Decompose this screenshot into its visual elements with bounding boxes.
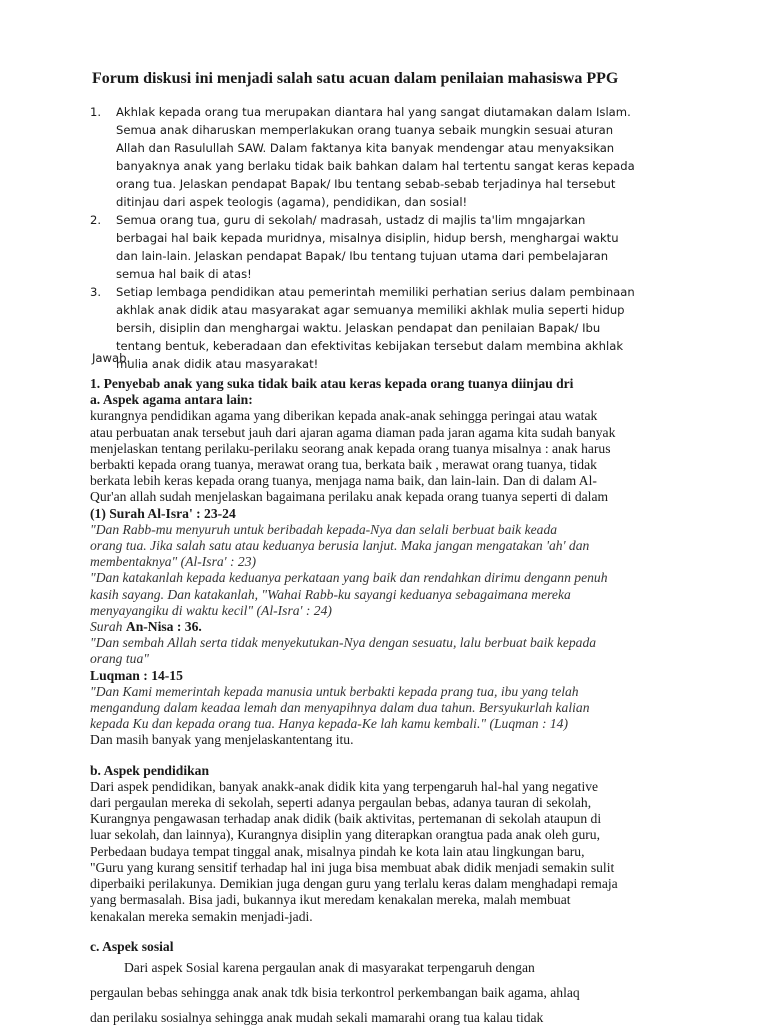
question-number: 3.	[90, 285, 102, 299]
question-item	[90, 103, 690, 211]
quote-line: mengandung dalam keadaa lemah dan menyapihnya dalam dua tahun. Bersyukurlah kalian	[90, 700, 590, 716]
verse-reference	[90, 619, 690, 635]
paragraph-line: dan perilaku sosialnya sehingga anak mudah sekali mamarahi orang tua kalau tidak	[90, 1009, 544, 1025]
paragraph-line: Qur'an allah sudah menjelaskan bagaimana perilaku anak kepada orang tuanya seperti di dalam	[90, 489, 609, 505]
question-text-line: tentang bentuk, keberadaan dan efektivitas kebijakan tersebut dalam membina akhlak	[116, 339, 624, 353]
question-number: 2.	[90, 213, 102, 227]
sosial-paragraph	[90, 955, 690, 1030]
paragraph-line: Perbedaan budaya tempat tinggal anak, misalnya pindah ke kota lain atau lingkungan baru,	[90, 843, 585, 859]
paragraph-line: kenakalan mereka semakin menjadi-jadi.	[90, 908, 313, 924]
question-text-line: Semua orang tua, guru di sekolah/ madrasah, ustadz di majlis ta'lim mngajarkan	[116, 213, 586, 227]
question-text-line: Akhlak kepada orang tua merupakan diantara hal yang sangat diutamakan dalam Islam.	[116, 105, 631, 119]
paragraph-line: Dari aspek pendidikan, banyak anakk-anak didik kita yang terpengaruh hal-hal yang negative	[90, 778, 599, 794]
quote-line: kepada Ku dan kepada orang tua. Hanya kepada-Ke lah kamu kembali." (Luqman : 14)	[90, 716, 569, 732]
paragraph-line: kurangnya pendidikan agama yang diberikan kepada anak-anak sehingga peringai atau watak	[90, 408, 598, 424]
question-text-line: berbagai hal baik kepada muridnya, misalnya disiplin, hidup bersh, menghargai waktu	[116, 231, 619, 245]
question-text-line: semua hal baik di atas!	[116, 267, 252, 281]
paragraph-line: yang bermasalah. Bisa jadi, bukannya ikut meredam kenakalan mereka, malah membuat	[90, 892, 571, 908]
quote-line: kasih sayang. Dan katakanlah, "Wahai Rabb-ku sayangi keduanya sebagaimana mereka	[90, 586, 571, 602]
paragraph-line: berkata lebih keras kepada orang tuanya, menjaga nama baik, dan lain-lain. Dan di dalam Al-	[90, 473, 597, 489]
verse-reference-name: An-Nisa : 36.	[125, 619, 202, 635]
section-heading-sosial: c. Aspek sosial	[90, 938, 174, 954]
paragraph-line: menjelaskan tentang perilaku-perilaku seorang anak kepada orang tuanya misalnya : anak harus	[90, 440, 611, 456]
question-number: 1.	[90, 105, 102, 119]
quote-line: "Dan Kami memerintah kepada manusia untuk berbakti kepada prang tua, ibu yang telah	[90, 683, 579, 699]
paragraph-line: pergaulan bebas sehingga anak anak tdk bisia terkontrol perkembangan baik agama, ahlaq	[90, 984, 580, 1000]
question-text-line: banyaknya anak yang berlaku tidak baik bahkan dalam hal tertentu sangat keras kepada	[116, 159, 635, 173]
verse-reference: Luqman : 14-15	[90, 667, 183, 683]
paragraph-line: diperbaiki perilakunya. Demikian juga dengan guru yang terlalu keras dalam menghadapi remaja	[90, 876, 618, 892]
question-item	[90, 211, 690, 283]
paragraph-line: luar sekolah, dan lainnya), Kurangnya disiplin yang diterapkan orangtua pada anak oleh guru,	[90, 827, 600, 843]
paragraph-line: Kurangnya pengawasan terhadap anak didik (baik aktivitas, pertemanan di sekolah ataupun di	[90, 811, 602, 827]
quote-line: membentaknya" (Al-Isra' : 23)	[90, 554, 257, 570]
quote-line: "Dan Rabb-mu menyuruh untuk beribadah kepada-Nya dan selali berbuat baik keada	[90, 521, 558, 537]
paragraph-line: Dari aspek Sosial karena pergaulan anak di masyarakat terpengaruh dengan	[90, 959, 535, 975]
question-text-line: ditinjau dari aspek teologis (agama), pendidikan, dan sosial!	[116, 195, 468, 209]
quote-line: "Dan sembah Allah serta tidak menyekutukan-Nya dengan sesuatu, lalu berbuat baik kepada	[90, 635, 597, 651]
question-text-line: Allah dan Rasulullah SAW. Dalam faktanya kita banyak mendengar atau menyaksikan	[116, 141, 615, 155]
quote-line: orang tua. Jika salah satu atau keduanya berusia lanjut. Maka jangan mengatakan 'ah' dan	[90, 538, 590, 554]
document-title: Forum diskusi ini menjadi salah satu acuan dalam penilaian mahasiswa PPG	[92, 70, 619, 87]
paragraph-line: berbakti kepada orang tuanya, merawat orang tua, berkata baik , merawat orang tuanya, tidak	[90, 457, 597, 473]
question-text-line: Setiap lembaga pendidikan atau pemerintah memiliki perhatian serius dalam pembinaan	[116, 285, 635, 299]
answer-body	[90, 376, 690, 1030]
question-text-line: akhlak anak didik atau masyarakat agar semuanya memiliki akhlak mulia seperti hidup	[116, 303, 625, 317]
paragraph-line: atau perbuatan anak tersebut jauh dari ajaran agama diaman pada jaran agama kita sudah banyak	[90, 424, 616, 440]
section-heading-agama: a. Aspek agama antara lain:	[90, 392, 253, 408]
question-text-line: orang tua. Jelaskan pendapat Bapak/ Ibu tentang sebab-sebab terjadinya hal tersebut	[116, 177, 616, 191]
quote-line: "Dan katakanlah kepada keduanya perkataan yang baik dan rendahkan dirimu dengann penuh	[90, 570, 608, 586]
closing-line: Dan masih banyak yang menjelaskantentang itu.	[90, 732, 354, 748]
question-text-line: mulia anak didik atau masyarakat!	[116, 357, 319, 371]
answer-heading: 1. Penyebab anak yang suka tidak baik atau keras kepada orang tuanya diinjau dri	[90, 376, 574, 391]
question-text-line: Semua anak diharuskan memperlakukan orang tuanya sebaik mungkin sesuai aturan	[116, 123, 614, 137]
paragraph-line: dari pergaulan mereka di sekolah, seperti adanya pergaulan bebas, adanya tauran di sekolah,	[90, 795, 592, 811]
paragraph-line: "Guru yang kurang sensitif terhadap hal ini juga bisa membuat abak didik menjadi semakin sulit	[90, 859, 615, 875]
verse-reference-prefix: Surah	[90, 619, 126, 635]
question-list	[90, 103, 690, 373]
answer-label: Jawab.	[92, 351, 131, 365]
quote-line: orang tua"	[90, 651, 149, 667]
section-heading-pendidikan: b. Aspek pendidikan	[90, 762, 210, 778]
quote-line: menyayangiku di waktu kecil" (Al-Isra' : 24)	[90, 602, 332, 618]
question-item	[90, 283, 690, 373]
question-text-line: dan lain-lain. Jelaskan pendapat Bapak/ Ibu tentang tujuan utama dari pembelajaran	[116, 249, 609, 263]
verse-reference: (1) Surah Al-Isra' : 23-24	[90, 505, 236, 521]
question-text-line: bersih, disiplin dan menghargai waktu. Jelaskan pendapat dan penilaian Bapak/ Ibu	[116, 321, 601, 335]
